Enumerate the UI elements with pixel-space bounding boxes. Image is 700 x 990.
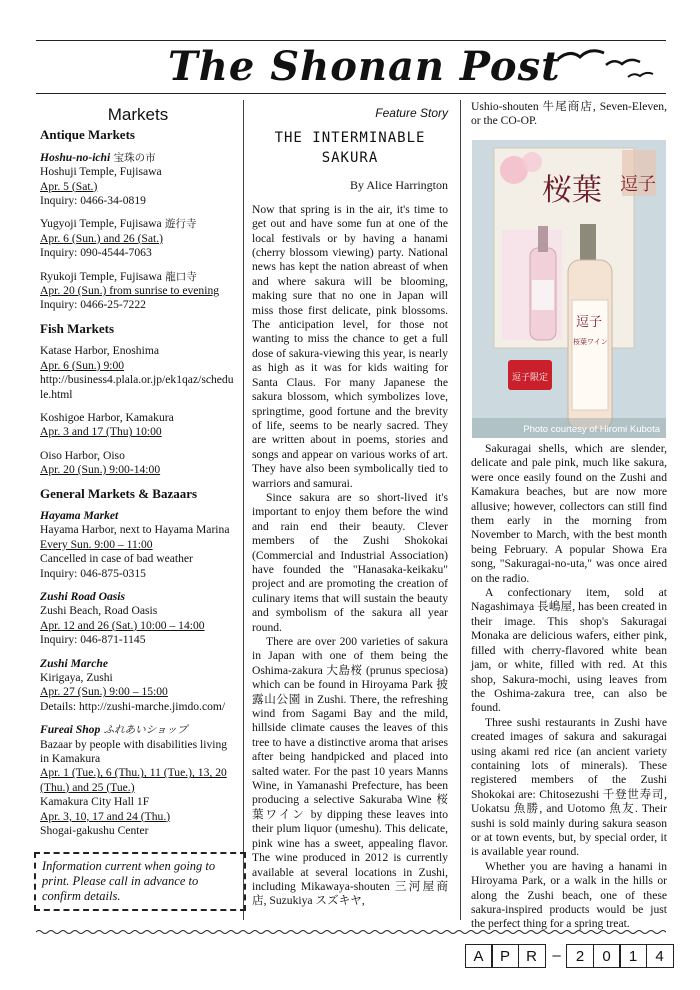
article-paragraph: Three sushi restaurants in Zushi have created images of sakura and sakuragai using akami red rice (an ancient variety containing lots of minerals). These registered members of the Zushi Shokokai are: Chitosezushi 千登世寿司, Uokatsu 魚勝, and Uotomo 魚友. Their sushi is sold mainly during sakura season or at town events, but, by special order, it is available year round. <box>471 715 667 859</box>
masthead <box>36 40 666 94</box>
market-inquiry: Inquiry: 0466-34-0819 <box>40 194 146 208</box>
markets-column <box>40 100 236 847</box>
issue-date <box>466 944 674 968</box>
market-date: Every Sun. 9:00 – 11:00 <box>40 537 153 551</box>
antique-markets-heading: Antique Markets <box>40 127 135 143</box>
feature-label: Feature Story <box>375 106 448 120</box>
market-inquiry: Inquiry: 046-875-0315 <box>40 566 146 580</box>
article-paragraph: Since sakura are so short-lived it's important to enjoy them before the wind and rain end their beauty. Clever members of the Zushi Shokokai (Commercial and Industrial Association) have founded the "Hanasaka-keikaku" project and are promoting the creation of culinary items that will sustain the beauty and symbolism of the sakura all year round. <box>252 490 448 634</box>
general-markets-heading: General Markets & Bazaars <box>40 485 198 501</box>
market-date: Apr. 6 (Sun.) and 26 (Sat.) <box>40 231 164 245</box>
date-char: 4 <box>646 944 674 968</box>
photo-credit: Photo courtesy of Hiromi Kubota <box>523 424 660 435</box>
market-name: Hayama Market <box>40 508 119 522</box>
market-entry <box>40 151 236 209</box>
date-char: P <box>491 944 519 968</box>
market-name: Hoshu-no-ichi <box>40 150 111 164</box>
feature-column-lower <box>471 442 667 932</box>
article-paragraph: A confectionary item, sold at Nagashimaya 長嶋屋, has been created in their image. This shop's Sakuragai Monaka are delicious wafers, either pink, filled with cherry-flavored white bean jam, or white, filled with red. At this shop, Sakura-mochi, using leaves from the Oshima-zakura tree, can also be found. <box>471 586 667 715</box>
market-note: Cancelled in case of bad weather <box>40 552 193 566</box>
article-paragraph: Now that spring is in the air, it's time to get out and have some fun at one of the local festivals or by having a hanami (cherry blossom viewing) party. National news has kept the nation abreast of when and where sakura will be blooming, making sure that no one in Japan will miss those first delicate, pink blossoms. The anticipation level, for those not wanting to miss the chance to get a full dose of sakura-viewing this year, is nearly as high as it was for kids waiting for Santa Claus. For many Japanese the sakura blossom, which symbolizes love, springtime, good fortune and the brevity of life, seems to be nearly sacred. They are written about in poems, stories and songs and appear on various works of art. They have also been symbolically tied to warriors and samurai. <box>252 202 448 490</box>
market-name: Zushi Road Oasis <box>40 589 126 603</box>
date-char: R <box>518 944 546 968</box>
photo-poster-text: 桜葉 <box>542 173 602 208</box>
market-name-jp: 宝珠の市 <box>110 151 156 164</box>
date-char: A <box>465 944 493 968</box>
market-name: Fureai Shop <box>40 723 101 737</box>
photo-label-text: 逗子限定 <box>512 373 549 383</box>
market-date: Apr. 6 (Sun.) 9:00 <box>40 358 125 372</box>
date-char: 0 <box>593 944 621 968</box>
footer-wavy-rule <box>36 928 666 936</box>
article-paragraph: Sakuragai shells, which are slender, delicate and pale pink, much like sakura, were once easily found on the Zushi and Kamakura beaches, but are now more allusive; however, collectors can still find them early in the morning from November to March, with the best month being February. A popular Showa Era song, "Sakuragai-no-uta," was once aired on the radio. <box>471 442 667 585</box>
market-place: Kamakura City Hall 1F <box>40 795 150 809</box>
market-date: Apr. 27 (Sun.) 9:00 – 15:00 <box>40 685 168 699</box>
market-place: Zushi Beach, Road Oasis <box>40 604 158 618</box>
column-divider <box>460 100 461 920</box>
markets-title: Markets <box>107 105 169 124</box>
market-entry <box>40 217 236 260</box>
market-inquiry: Inquiry: 090-4544-7063 <box>40 246 152 260</box>
market-entry <box>40 344 236 402</box>
date-char: 2 <box>566 944 594 968</box>
column-divider <box>243 100 244 920</box>
wine-photo <box>472 140 666 438</box>
feature-column <box>252 100 448 909</box>
wine-photo-illustration <box>472 140 666 438</box>
market-details[interactable]: Details: http://zushi-marche.jimdo.com/ <box>40 699 226 713</box>
market-desc: Bazaar by people with disabilities living in Kamakura <box>40 737 228 766</box>
market-entry <box>40 590 236 648</box>
market-place: Oiso Harbor, Oiso <box>40 448 125 462</box>
market-url[interactable]: http://business4.plala.or.jp/ek1qaz/schedule.html <box>40 373 234 401</box>
byline: By Alice Harrington <box>350 178 448 193</box>
market-entry <box>40 509 236 581</box>
market-name-jp: 遊行寺 <box>161 218 197 231</box>
article-paragraph: Ushio-shouten 牛尾商店, Seven-Eleven, or the CO-OP. <box>471 100 667 128</box>
market-date: Apr. 12 and 26 (Sat.) 10:00 – 14:00 <box>40 618 205 632</box>
fish-markets-heading: Fish Markets <box>40 320 115 336</box>
market-name-jp: ふれあいショップ <box>100 724 188 737</box>
market-date: Apr. 5 (Sat.) <box>40 179 98 193</box>
market-date: Apr. 20 (Sun.) from sunrise to evening <box>40 284 220 298</box>
article-paragraph: There are over 200 varieties of sakura in Japan with one of them being the Oshima-zakura 大島桜 (prunus speciosa) which can be found in Hiroyama Park 披露山公園 in Zushi. There, the refreshing wind from Sagami Bay and the mild, hillside climate causes the leaves of this tree to have a distinctive aroma that arises after being handpicked and placed into salted water. For the past 10 years Manns Wine, in Yamanashi Prefecture, has been producing a selective Sakuraba Wine 桜葉ワイン by dipping these leaves into their plum liquor (umeshu). This delicate, pink wine has a sweet, appealing flavor. The wine produced in 2012 is currently available at several locations in Zushi, including Mikawaya-shouten 三河屋商店, Suzukiya スズキヤ, <box>252 635 448 908</box>
seagulls-icon <box>548 43 668 89</box>
notice-box: Information current when going to print. Please call in advance to confirm details. <box>34 852 246 911</box>
market-place: Ryukoji Temple, Fujisawa <box>40 269 162 283</box>
photo-bottle-text: 逗子 <box>576 315 603 330</box>
market-place: Yugyoji Temple, Fujisawa <box>40 217 162 231</box>
photo-bottle-label: 桜葉ワイン <box>573 338 608 346</box>
market-entry <box>40 449 236 478</box>
date-char: 1 <box>619 944 647 968</box>
market-place: Katase Harbor, Enoshima <box>40 344 159 358</box>
market-entry <box>40 411 236 440</box>
market-date: Apr. 3 and 17 (Thu) 10:00 <box>40 425 162 439</box>
date-dash: – <box>552 946 561 964</box>
newspaper-title: The Shonan Post <box>168 43 561 90</box>
market-entry <box>40 270 236 313</box>
market-date: Apr. 20 (Sun.) 9:00-14:00 <box>40 463 161 477</box>
article-paragraph: Whether you are having a hanami in Hiroyama Park, or a walk in the hills or along the Zushi beach, one of these sakura-inspired products would be just the perfect thing for a spring treat. <box>471 859 667 931</box>
market-entry <box>40 723 236 838</box>
market-date: Apr. 1 (Tue.), 6 (Thu.), 11 (Tue.), 13, 20 (Thu.) and 25 (Tue.) <box>40 766 227 794</box>
market-inquiry: Inquiry: 046-871-1145 <box>40 633 146 647</box>
market-place: Hayama Harbor, next to Hayama Marina <box>40 523 230 537</box>
market-name: Zushi Marche <box>40 656 108 670</box>
market-name-jp: 龍口寺 <box>161 270 197 283</box>
market-entry <box>40 657 236 715</box>
market-place: Shogai-gakushu Center <box>40 824 149 838</box>
market-inquiry: Inquiry: 0466-25-7222 <box>40 298 146 312</box>
photo-sign-text: 逗子 <box>620 174 656 195</box>
headline: THE INTERMINABLE SAKURA <box>274 130 426 167</box>
market-date: Apr. 3, 10, 17 and 24 (Thu.) <box>40 809 171 823</box>
feature-column-continued <box>471 100 667 135</box>
market-place: Hoshuji Temple, Fujisawa <box>40 165 162 179</box>
market-place: Koshigoe Harbor, Kamakura <box>40 410 174 424</box>
market-place: Kirigaya, Zushi <box>40 671 113 684</box>
